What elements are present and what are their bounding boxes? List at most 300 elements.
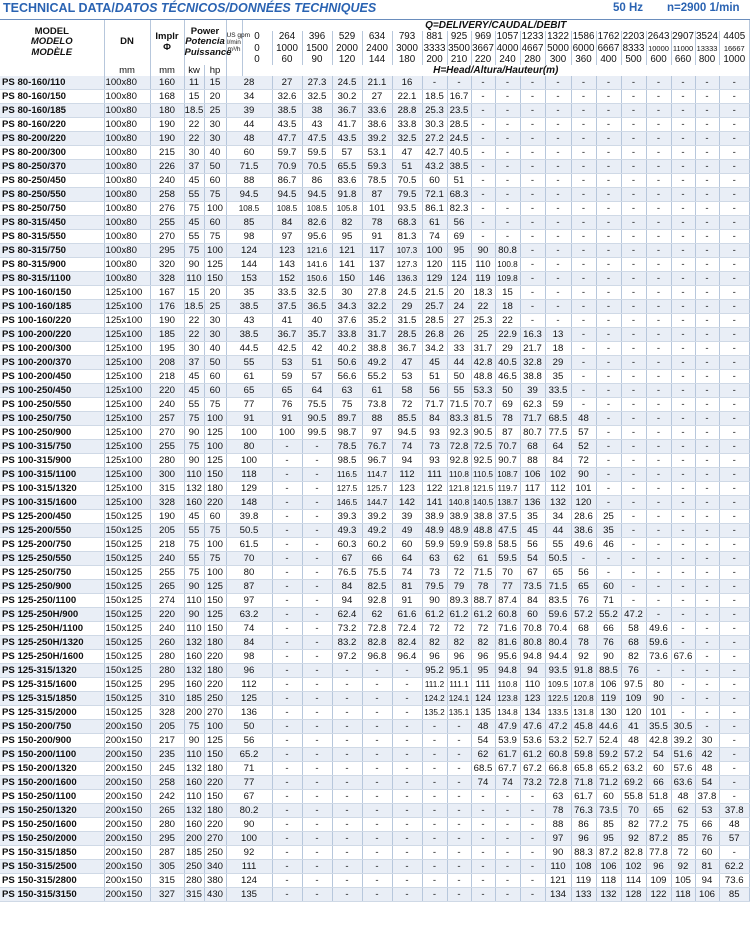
- head-value-cell: -: [520, 118, 545, 132]
- head-value-cell: -: [695, 468, 719, 482]
- q-gpm-value: 2643: [647, 31, 670, 42]
- head-value-cell: -: [545, 146, 571, 160]
- model-cell: PS 80-250/550: [0, 188, 104, 202]
- head-value-cell: -: [621, 202, 646, 216]
- table-row: [0, 496, 750, 510]
- power-kw-cell: 132: [185, 483, 202, 495]
- head-value-cell: 73.5: [596, 804, 621, 818]
- head-value-cell: -: [671, 692, 695, 706]
- head-value-cell: 70: [226, 552, 272, 566]
- head-value-cell: -: [646, 118, 671, 132]
- head-value-cell: 60.2: [362, 538, 392, 552]
- head-value-cell: 62: [671, 804, 695, 818]
- head-value-cell: 35: [520, 510, 545, 524]
- impeller-cell: 185: [150, 328, 184, 342]
- table-row: [0, 370, 750, 384]
- head-value-cell: -: [719, 510, 750, 524]
- power-hp-cell: 180: [204, 664, 226, 678]
- head-value-cell: -: [495, 90, 520, 104]
- head-value-cell: 35.7: [302, 328, 332, 342]
- q-gpm-value: 2907: [672, 31, 694, 42]
- table-row: [0, 832, 750, 846]
- head-value-cell: 76: [695, 832, 719, 846]
- head-value-cell: -: [596, 160, 621, 174]
- head-value-cell: 134.8: [495, 706, 520, 720]
- dn-cell: 200x150: [104, 776, 150, 790]
- head-value-cell: 102: [621, 860, 646, 874]
- head-value-cell: -: [302, 650, 332, 664]
- head-value-cell: -: [671, 580, 695, 594]
- head-value-cell: 95.1: [447, 664, 471, 678]
- head-value-cell: -: [646, 76, 671, 90]
- head-value-cell: 73.2: [332, 622, 362, 636]
- head-value-cell: -: [272, 482, 302, 496]
- power-hp-cell: 20: [204, 286, 226, 300]
- table-row: [0, 874, 750, 888]
- head-value-cell: -: [695, 314, 719, 328]
- head-value-cell: -: [302, 720, 332, 734]
- head-value-cell: 44.5: [226, 342, 272, 356]
- head-value-cell: -: [520, 90, 545, 104]
- head-value-cell: 92: [621, 832, 646, 846]
- head-value-cell: 62.3: [520, 398, 545, 412]
- head-value-cell: -: [671, 300, 695, 314]
- head-value-cell: -: [671, 258, 695, 272]
- power-kw-cell: 22: [184, 314, 204, 328]
- head-value-cell: 74: [495, 776, 520, 790]
- head-value-cell: 49.2: [362, 356, 392, 370]
- head-value-cell: -: [471, 202, 495, 216]
- head-value-cell: -: [621, 244, 646, 258]
- head-value-cell: 98.5: [332, 454, 362, 468]
- head-value-cell: 35.2: [362, 314, 392, 328]
- head-value-cell: -: [719, 272, 750, 286]
- head-value-cell: 27.8: [362, 286, 392, 300]
- impeller-cell: 327: [150, 888, 184, 902]
- head-value-cell: -: [719, 776, 750, 790]
- q-m3h-value: 300: [545, 54, 571, 65]
- head-value-cell: -: [621, 272, 646, 286]
- head-value-cell: -: [671, 370, 695, 384]
- model-cell: PS 150-250/1320: [0, 804, 104, 818]
- head-value-cell: -: [302, 776, 332, 790]
- q-gpm-value: 1586: [572, 31, 595, 42]
- head-value-cell: -: [719, 286, 750, 300]
- head-value-cell: -: [332, 720, 362, 734]
- q-gpm-value: 396: [302, 31, 332, 42]
- head-value-cell: 74: [392, 440, 422, 454]
- power-kw-cell: 110: [184, 790, 204, 804]
- power-kw-cell: 315: [185, 889, 202, 901]
- head-value-cell: -: [471, 104, 495, 118]
- head-value-cell: -: [671, 230, 695, 244]
- head-value-cell: 59.8: [471, 538, 495, 552]
- head-value-cell: 150: [332, 272, 362, 286]
- head-value-cell: 125: [226, 692, 272, 706]
- head-value-cell: 69.2: [621, 776, 646, 790]
- head-value-cell: 67.7: [495, 762, 520, 776]
- head-value-cell: 76.3: [571, 804, 596, 818]
- head-value-cell: -: [719, 384, 750, 398]
- head-value-cell: -: [447, 748, 471, 762]
- dn-cell: 100x80: [104, 132, 150, 146]
- head-value-cell: -: [719, 594, 750, 608]
- head-value-cell: 111: [422, 468, 447, 482]
- power-hp-cell: 100: [204, 720, 226, 734]
- head-value-cell: 82: [422, 636, 447, 650]
- head-value-cell: 65.5: [332, 160, 362, 174]
- head-value-cell: 66: [362, 552, 392, 566]
- head-value-cell: 72: [571, 454, 596, 468]
- head-value-cell: -: [392, 846, 422, 860]
- dn-cell: 100x80: [104, 258, 150, 272]
- head-value-cell: 43.5: [272, 118, 302, 132]
- head-value-cell: 146.5: [332, 496, 362, 510]
- head-value-cell: 101: [646, 706, 671, 720]
- q-gpm-value: 634: [362, 31, 392, 42]
- power-kw-cell: 55: [184, 230, 204, 244]
- head-value-cell: -: [695, 202, 719, 216]
- head-value-cell: -: [422, 776, 447, 790]
- head-value-cell: -: [695, 454, 719, 468]
- head-value-cell: 91: [272, 412, 302, 426]
- head-value-cell: 42.5: [272, 342, 302, 356]
- head-value-cell: 110: [545, 860, 571, 874]
- head-value-cell: 65: [646, 804, 671, 818]
- dn-cell: 150x125: [104, 510, 150, 524]
- dn-cell: 150x125: [104, 566, 150, 580]
- head-value-cell: -: [447, 790, 471, 804]
- head-value-cell: -: [422, 720, 447, 734]
- head-value-cell: 100: [226, 832, 272, 846]
- power-hp-cell: 30: [204, 118, 226, 132]
- q-lmin-value: 3333: [423, 42, 446, 54]
- head-value-cell: 27.3: [302, 76, 332, 90]
- head-value-cell: -: [362, 664, 392, 678]
- header-impeller-line: Φ: [163, 41, 171, 53]
- model-cell: PS 125-200/550: [0, 524, 104, 538]
- head-value-cell: 53: [695, 804, 719, 818]
- table-row: [0, 146, 750, 160]
- head-value-cell: 120.8: [571, 692, 596, 706]
- table-row: [0, 524, 750, 538]
- head-value-cell: -: [422, 888, 447, 902]
- model-cell: PS 150-315/3150: [0, 888, 104, 902]
- dn-cell: 125x100: [104, 496, 150, 510]
- head-value-cell: -: [422, 874, 447, 888]
- model-cell: PS 125-315/1850: [0, 692, 104, 706]
- power-kw-cell: 55: [184, 398, 204, 412]
- head-value-cell: 25: [596, 510, 621, 524]
- head-value-cell: -: [471, 230, 495, 244]
- head-value-cell: -: [272, 846, 302, 860]
- head-value-cell: -: [695, 188, 719, 202]
- technical-data-table: [0, 20, 750, 902]
- model-cell: PS 100-315/1600: [0, 496, 104, 510]
- head-value-cell: -: [545, 118, 571, 132]
- head-value-cell: 30.2: [332, 90, 362, 104]
- dn-cell: 150x125: [104, 622, 150, 636]
- head-value-cell: -: [392, 888, 422, 902]
- head-value-cell: 63.2: [621, 762, 646, 776]
- impeller-cell: 180: [150, 104, 184, 118]
- head-value-cell: 97: [272, 230, 302, 244]
- head-value-cell: -: [447, 720, 471, 734]
- head-value-cell: -: [447, 818, 471, 832]
- head-value-cell: -: [272, 524, 302, 538]
- head-value-cell: -: [520, 104, 545, 118]
- head-value-cell: 61: [226, 370, 272, 384]
- head-value-cell: 86.7: [272, 174, 302, 188]
- head-value-cell: 81.3: [392, 230, 422, 244]
- head-value-cell: 91: [226, 412, 272, 426]
- head-value-cell: -: [719, 496, 750, 510]
- head-value-cell: -: [695, 552, 719, 566]
- dn-cell: 200x150: [104, 818, 150, 832]
- head-value-cell: 80.7: [520, 426, 545, 440]
- head-value-cell: -: [272, 678, 302, 692]
- model-cell: PS 100-315/1100: [0, 468, 104, 482]
- table-row: [0, 454, 750, 468]
- q-gpm-value: 529: [332, 31, 362, 42]
- head-value-cell: 82: [447, 636, 471, 650]
- head-value-cell: 90: [226, 818, 272, 832]
- head-value-cell: 38.8: [471, 510, 495, 524]
- head-value-cell: -: [520, 146, 545, 160]
- head-value-cell: 101: [362, 202, 392, 216]
- head-value-cell: 16: [392, 76, 422, 90]
- head-value-cell: 18: [545, 342, 571, 356]
- table-row: [0, 160, 750, 174]
- head-value-cell: -: [646, 482, 671, 496]
- head-value-cell: 61: [362, 384, 392, 398]
- head-value-cell: -: [695, 174, 719, 188]
- head-value-cell: 22: [471, 300, 495, 314]
- head-value-cell: -: [621, 426, 646, 440]
- head-value-cell: -: [332, 790, 362, 804]
- head-value-cell: -: [495, 230, 520, 244]
- head-value-cell: 90: [471, 244, 495, 258]
- head-value-cell: -: [596, 188, 621, 202]
- head-value-cell: 43.2: [422, 160, 447, 174]
- head-value-cell: -: [719, 678, 750, 692]
- head-value-cell: -: [571, 398, 596, 412]
- head-value-cell: -: [302, 510, 332, 524]
- q-lmin-value: 1500: [302, 42, 332, 54]
- head-value-cell: 32.5: [392, 132, 422, 146]
- head-value-cell: 141: [422, 496, 447, 510]
- head-value-cell: -: [695, 244, 719, 258]
- head-value-cell: -: [332, 692, 362, 706]
- head-value-cell: 96: [422, 650, 447, 664]
- head-value-cell: -: [719, 244, 750, 258]
- head-value-cell: -: [596, 174, 621, 188]
- head-value-cell: -: [646, 286, 671, 300]
- head-value-cell: -: [671, 328, 695, 342]
- head-value-cell: -: [332, 762, 362, 776]
- power-kw-cell: 90: [184, 258, 204, 272]
- head-value-cell: -: [621, 356, 646, 370]
- head-value-cell: 24: [447, 300, 471, 314]
- head-value-cell: -: [362, 762, 392, 776]
- impeller-cell: 305: [150, 860, 184, 874]
- head-value-cell: 95: [447, 244, 471, 258]
- power-kw-cell: 90: [184, 734, 204, 748]
- head-value-cell: 53.3: [471, 384, 495, 398]
- table-row: [0, 692, 750, 706]
- model-cell: PS 80-315/450: [0, 216, 104, 230]
- head-value-cell: 80.8: [495, 244, 520, 258]
- head-value-cell: -: [621, 188, 646, 202]
- head-value-cell: 60: [646, 762, 671, 776]
- head-value-cell: -: [302, 818, 332, 832]
- power-hp-cell: 40: [204, 146, 226, 160]
- head-value-cell: -: [646, 216, 671, 230]
- head-value-cell: 78: [471, 580, 495, 594]
- head-value-cell: -: [447, 888, 471, 902]
- head-value-cell: -: [719, 636, 750, 650]
- head-value-cell: -: [362, 804, 392, 818]
- head-value-cell: 78: [362, 216, 392, 230]
- table-row: [0, 328, 750, 342]
- q-m3h-value: 210: [447, 54, 471, 65]
- head-value-cell: -: [695, 230, 719, 244]
- head-value-cell: 39.2: [362, 132, 392, 146]
- power-kw-cell: 75: [184, 412, 204, 426]
- head-value-cell: -: [621, 538, 646, 552]
- head-value-cell: -: [272, 440, 302, 454]
- head-value-cell: -: [719, 762, 750, 776]
- head-value-cell: -: [719, 146, 750, 160]
- head-value-cell: -: [302, 874, 332, 888]
- head-value-cell: 120: [621, 706, 646, 720]
- model-cell: PS 150-200/750: [0, 720, 104, 734]
- head-value-cell: -: [520, 846, 545, 860]
- dn-cell: 125x100: [104, 300, 150, 314]
- head-value-cell: -: [695, 356, 719, 370]
- head-value-cell: 108.7: [495, 468, 520, 482]
- head-value-cell: -: [571, 370, 596, 384]
- head-value-cell: -: [596, 356, 621, 370]
- power-kw-cell: 110: [184, 272, 204, 286]
- head-value-cell: 70.4: [545, 622, 571, 636]
- power-kw-cell: 160: [185, 819, 202, 831]
- head-value-cell: 54: [520, 552, 545, 566]
- head-value-cell: 21.1: [362, 76, 392, 90]
- head-value-cell: 21.5: [422, 286, 447, 300]
- head-value-cell: 37.8: [695, 790, 719, 804]
- head-value-cell: 70.5: [392, 174, 422, 188]
- head-value-cell: 60: [596, 580, 621, 594]
- head-value-cell: 85.5: [392, 412, 422, 426]
- head-value-cell: 67.2: [520, 762, 545, 776]
- head-value-cell: 94.8: [495, 664, 520, 678]
- head-value-cell: -: [471, 804, 495, 818]
- head-value-cell: 66: [695, 818, 719, 832]
- head-value-cell: 141: [332, 258, 362, 272]
- q-m3h-value: 180: [392, 54, 422, 65]
- head-value-cell: -: [520, 230, 545, 244]
- impeller-cell: 320: [150, 258, 184, 272]
- head-value-cell: 96.7: [362, 454, 392, 468]
- power-hp-cell: 125: [204, 580, 226, 594]
- q-lmin-value: 6000: [572, 42, 595, 54]
- power-kw-cell: 110: [184, 594, 204, 608]
- head-value-cell: -: [621, 300, 646, 314]
- head-value-cell: 33.8: [332, 328, 362, 342]
- head-value-cell: 25.3: [471, 314, 495, 328]
- head-value-cell: 72: [422, 622, 447, 636]
- head-value-cell: 84: [545, 454, 571, 468]
- head-value-cell: -: [596, 468, 621, 482]
- head-value-cell: -: [621, 132, 646, 146]
- head-value-cell: -: [671, 398, 695, 412]
- head-value-cell: 123.8: [495, 692, 520, 706]
- head-value-cell: 119: [471, 272, 495, 286]
- head-value-cell: -: [596, 328, 621, 342]
- power-kw-cell: 11: [184, 76, 204, 90]
- power-kw-cell: 22: [184, 328, 204, 342]
- power-kw-cell: 200: [185, 833, 202, 845]
- model-cell: PS 80-315/750: [0, 244, 104, 258]
- head-value-cell: -: [596, 342, 621, 356]
- head-value-cell: -: [392, 678, 422, 692]
- head-value-cell: 72.5: [471, 440, 495, 454]
- head-value-cell: 76: [571, 594, 596, 608]
- head-value-cell: 47: [392, 356, 422, 370]
- head-value-cell: -: [646, 146, 671, 160]
- impeller-cell: 260: [150, 636, 184, 650]
- dn-cell: 150x125: [104, 552, 150, 566]
- power-kw-cell: 75: [184, 244, 204, 258]
- head-value-cell: -: [719, 622, 750, 636]
- table-row: [0, 860, 750, 874]
- head-value-cell: -: [671, 314, 695, 328]
- power-hp-cell: 30: [204, 314, 226, 328]
- head-value-cell: 35: [226, 286, 272, 300]
- head-value-cell: -: [596, 286, 621, 300]
- head-value-cell: 42: [302, 342, 332, 356]
- head-value-cell: 120: [571, 496, 596, 510]
- head-value-cell: 51.8: [646, 790, 671, 804]
- power-kw-cell: 15: [184, 286, 204, 300]
- head-value-cell: 110: [520, 678, 545, 692]
- head-value-cell: -: [719, 174, 750, 188]
- head-value-cell: 88: [545, 818, 571, 832]
- dn-cell: 200x150: [104, 860, 150, 874]
- impeller-cell: 160: [150, 76, 184, 90]
- power-hp-cell: 30: [204, 328, 226, 342]
- head-value-cell: -: [332, 706, 362, 720]
- head-value-cell: -: [596, 216, 621, 230]
- header-power: [184, 20, 232, 65]
- q-lmin-value: 16667: [719, 42, 750, 54]
- dn-cell: 200x150: [104, 804, 150, 818]
- head-value-cell: 55: [447, 384, 471, 398]
- q-lmin-value: 1000: [272, 42, 302, 54]
- head-value-cell: 96: [571, 832, 596, 846]
- head-value-cell: -: [471, 790, 495, 804]
- head-value-cell: -: [646, 384, 671, 398]
- head-value-cell: -: [596, 440, 621, 454]
- head-value-cell: 77.5: [545, 426, 571, 440]
- head-value-cell: 76: [621, 664, 646, 678]
- head-value-cell: -: [422, 734, 447, 748]
- head-value-cell: 106: [596, 678, 621, 692]
- head-value-cell: 67: [332, 552, 362, 566]
- head-value-cell: -: [571, 146, 596, 160]
- header-unit-labels: [226, 20, 250, 65]
